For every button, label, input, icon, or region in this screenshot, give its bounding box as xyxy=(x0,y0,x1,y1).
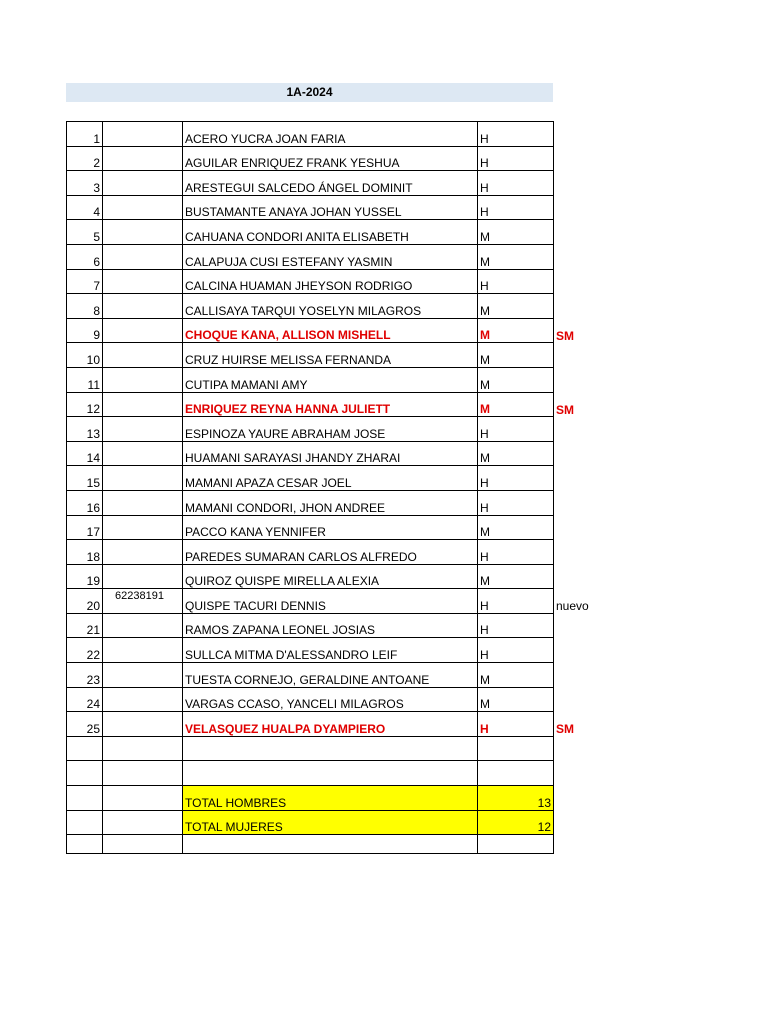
cell-sex[interactable]: M xyxy=(478,318,554,343)
cell-number[interactable]: 7 xyxy=(67,269,103,294)
cell-note[interactable] xyxy=(554,220,634,245)
cell-name[interactable]: AGUILAR ENRIQUEZ FRANK YESHUA xyxy=(183,146,478,171)
cell-sex[interactable]: M xyxy=(478,687,554,712)
student-row xyxy=(67,171,634,196)
cell-number[interactable]: 24 xyxy=(67,687,103,712)
total-women-row xyxy=(67,810,634,835)
cell-code[interactable] xyxy=(103,712,183,737)
cell-number[interactable]: 19 xyxy=(67,564,103,589)
cell-code[interactable] xyxy=(103,466,183,491)
cell-number[interactable] xyxy=(67,761,103,786)
cell-number[interactable]: 12 xyxy=(67,392,103,417)
cell-note[interactable] xyxy=(554,343,634,368)
student-row xyxy=(67,515,634,540)
cell-sex[interactable]: H xyxy=(478,540,554,565)
cell-name[interactable]: MAMANI APAZA CESAR JOEL xyxy=(183,466,478,491)
cell-code[interactable] xyxy=(103,613,183,638)
cell-code[interactable] xyxy=(103,392,183,417)
student-row xyxy=(67,540,634,565)
cell-name[interactable]: VARGAS CCASO, YANCELI MILAGROS xyxy=(183,687,478,712)
cell-name[interactable]: QUIROZ QUISPE MIRELLA ALEXIA xyxy=(183,564,478,589)
student-row xyxy=(67,392,634,417)
student-row xyxy=(67,146,634,171)
cell-sex[interactable] xyxy=(478,736,554,761)
cell-number[interactable] xyxy=(67,810,103,835)
cell-note[interactable]: SM xyxy=(556,402,574,417)
cell-number[interactable]: 4 xyxy=(67,195,103,220)
cell-code[interactable] xyxy=(103,294,183,319)
cell-name[interactable]: QUISPE TACURI DENNIS xyxy=(183,589,478,614)
cell-note[interactable] xyxy=(554,687,634,712)
cell-note[interactable] xyxy=(554,417,634,442)
cell-name[interactable]: RAMOS ZAPANA LEONEL JOSIAS xyxy=(183,613,478,638)
cell-code[interactable] xyxy=(103,318,183,343)
cell-note[interactable] xyxy=(554,171,634,196)
cell-name[interactable]: CUTIPA MAMANI AMY xyxy=(183,367,478,392)
cell-sex[interactable]: M xyxy=(478,367,554,392)
cell-code[interactable] xyxy=(103,146,183,171)
cell-code[interactable] xyxy=(103,441,183,466)
cell-note[interactable] xyxy=(554,564,634,589)
cell-code[interactable] xyxy=(103,736,183,761)
cell-number[interactable]: 22 xyxy=(67,638,103,663)
cell-note[interactable] xyxy=(554,244,634,269)
cell-code[interactable] xyxy=(103,564,183,589)
student-row xyxy=(67,589,634,614)
cell-name[interactable] xyxy=(183,835,478,854)
cell-note[interactable] xyxy=(554,786,634,811)
total-women-value[interactable]: 12 xyxy=(478,810,554,835)
cell-sex[interactable]: H xyxy=(478,638,554,663)
cell-name[interactable]: CHOQUE KANA, ALLISON MISHELL xyxy=(183,318,478,343)
cell-number[interactable]: 16 xyxy=(67,490,103,515)
cell-note[interactable]: nuevo xyxy=(556,599,589,614)
cell-note[interactable]: SM xyxy=(556,328,574,343)
cell-code[interactable] xyxy=(103,663,183,688)
cell-note[interactable] xyxy=(554,294,634,319)
cell-number[interactable]: 17 xyxy=(67,515,103,540)
cell-code[interactable] xyxy=(103,810,183,835)
student-row xyxy=(67,122,634,147)
roster-body xyxy=(67,122,634,737)
cell-code[interactable] xyxy=(103,244,183,269)
cell-code[interactable] xyxy=(103,638,183,663)
student-row xyxy=(67,564,634,589)
student-roster-table xyxy=(66,121,634,854)
cell-number[interactable]: 6 xyxy=(67,244,103,269)
student-row xyxy=(67,687,634,712)
cell-number[interactable]: 10 xyxy=(67,343,103,368)
student-row xyxy=(67,195,634,220)
cell-note[interactable] xyxy=(554,638,634,663)
cell-code[interactable] xyxy=(103,343,183,368)
cell-sex[interactable]: M xyxy=(478,244,554,269)
student-code: 62238191 xyxy=(115,590,164,603)
cell-number[interactable]: 23 xyxy=(67,663,103,688)
cell-sex[interactable]: H xyxy=(478,417,554,442)
cell-note[interactable] xyxy=(554,810,634,835)
roster-footer xyxy=(67,736,634,853)
total-men-value[interactable]: 13 xyxy=(478,786,554,811)
cell-note[interactable] xyxy=(554,515,634,540)
cell-code[interactable] xyxy=(103,171,183,196)
cell-sex[interactable]: M xyxy=(478,515,554,540)
cell-number[interactable]: 8 xyxy=(67,294,103,319)
cell-sex[interactable]: M xyxy=(478,220,554,245)
student-row xyxy=(67,663,634,688)
student-row xyxy=(67,220,634,245)
student-row xyxy=(67,343,634,368)
student-row xyxy=(67,318,634,343)
cell-number[interactable]: 11 xyxy=(67,367,103,392)
cell-sex[interactable]: H xyxy=(478,171,554,196)
cell-number[interactable]: 25 xyxy=(67,712,103,737)
cell-number[interactable] xyxy=(67,786,103,811)
student-row xyxy=(67,712,634,737)
cell-number[interactable]: 14 xyxy=(67,441,103,466)
cell-sex[interactable] xyxy=(478,761,554,786)
empty-row xyxy=(67,761,634,786)
cell-name[interactable]: PAREDES SUMARAN CARLOS ALFREDO xyxy=(183,540,478,565)
cell-code[interactable] xyxy=(103,417,183,442)
cell-code[interactable] xyxy=(103,220,183,245)
total-men-row xyxy=(67,786,634,811)
cell-number[interactable]: 9 xyxy=(67,318,103,343)
cell-sex[interactable]: M xyxy=(478,441,554,466)
cell-note[interactable] xyxy=(554,490,634,515)
cell-sex[interactable]: M xyxy=(478,663,554,688)
student-row xyxy=(67,441,634,466)
student-row xyxy=(67,367,634,392)
cell-note[interactable] xyxy=(554,269,634,294)
cell-sex[interactable]: M xyxy=(478,343,554,368)
cell-name[interactable]: ACERO YUCRA JOAN FARIA xyxy=(183,122,478,147)
sheet-title: 1A-2024 xyxy=(66,83,553,102)
cell-note[interactable] xyxy=(554,466,634,491)
cell-sex[interactable]: H xyxy=(478,613,554,638)
cell-name[interactable]: PACCO KANA YENNIFER xyxy=(183,515,478,540)
cell-note[interactable] xyxy=(554,736,634,761)
cell-note[interactable] xyxy=(554,761,634,786)
cell-sex[interactable]: H xyxy=(478,712,554,737)
cell-sex[interactable]: H xyxy=(478,195,554,220)
cell-number[interactable]: 18 xyxy=(67,540,103,565)
total-women-label[interactable]: TOTAL MUJERES xyxy=(183,810,478,835)
student-row xyxy=(67,613,634,638)
cell-number[interactable]: 13 xyxy=(67,417,103,442)
cell-name[interactable]: SULLCA MITMA D'ALESSANDRO LEIF xyxy=(183,638,478,663)
cell-code[interactable] xyxy=(103,195,183,220)
cell-code[interactable] xyxy=(103,269,183,294)
cell-sex[interactable]: M xyxy=(478,564,554,589)
cell-code[interactable] xyxy=(103,687,183,712)
student-row xyxy=(67,417,634,442)
cell-code[interactable] xyxy=(103,490,183,515)
cell-number[interactable]: 1 xyxy=(67,122,103,147)
cell-name[interactable]: CALLISAYA TARQUI YOSELYN MILAGROS xyxy=(183,294,478,319)
cell-sex[interactable]: H xyxy=(478,122,554,147)
cell-code[interactable] xyxy=(103,515,183,540)
cell-name[interactable]: BUSTAMANTE ANAYA JOHAN YUSSEL xyxy=(183,195,478,220)
cell-sex[interactable]: M xyxy=(478,392,554,417)
cell-number[interactable]: 15 xyxy=(67,466,103,491)
total-men-label[interactable]: TOTAL HOMBRES xyxy=(183,786,478,811)
empty-row xyxy=(67,736,634,761)
cell-note[interactable] xyxy=(554,195,634,220)
cell-sex[interactable]: M xyxy=(478,294,554,319)
cell-sex[interactable]: H xyxy=(478,589,554,614)
cell-note[interactable] xyxy=(554,835,634,854)
cell-sex[interactable] xyxy=(478,835,554,854)
cell-name[interactable]: CALAPUJA CUSI ESTEFANY YASMIN xyxy=(183,244,478,269)
cell-number[interactable]: 20 xyxy=(67,589,103,614)
empty-row xyxy=(67,835,634,854)
cell-note[interactable] xyxy=(554,122,634,147)
cell-note[interactable]: SM xyxy=(556,722,574,737)
cell-name[interactable]: ESPINOZA YAURE ABRAHAM JOSE xyxy=(183,417,478,442)
cell-sex[interactable]: H xyxy=(478,146,554,171)
cell-note[interactable] xyxy=(554,613,634,638)
student-row xyxy=(67,294,634,319)
cell-name[interactable]: CALCINA HUAMAN JHEYSON RODRIGO xyxy=(183,269,478,294)
cell-name[interactable]: ARESTEGUI SALCEDO ÁNGEL DOMINIT xyxy=(183,171,478,196)
cell-note[interactable] xyxy=(554,540,634,565)
cell-name[interactable]: CRUZ HUIRSE MELISSA FERNANDA xyxy=(183,343,478,368)
cell-name[interactable]: CAHUANA CONDORI ANITA ELISABETH xyxy=(183,220,478,245)
student-row xyxy=(67,269,634,294)
cell-code[interactable] xyxy=(103,540,183,565)
cell-number[interactable] xyxy=(67,736,103,761)
cell-sex[interactable]: H xyxy=(478,490,554,515)
cell-sex[interactable]: H xyxy=(478,269,554,294)
cell-code[interactable] xyxy=(103,367,183,392)
cell-note[interactable] xyxy=(554,146,634,171)
student-row xyxy=(67,490,634,515)
student-row xyxy=(67,466,634,491)
cell-name[interactable]: HUAMANI SARAYASI JHANDY ZHARAI xyxy=(183,441,478,466)
cell-name[interactable]: TUESTA CORNEJO, GERALDINE ANTOANE xyxy=(183,663,478,688)
cell-note[interactable] xyxy=(554,663,634,688)
cell-code[interactable] xyxy=(103,835,183,854)
cell-code[interactable] xyxy=(103,786,183,811)
cell-note[interactable] xyxy=(554,441,634,466)
cell-name[interactable]: MAMANI CONDORI, JHON ANDREE xyxy=(183,490,478,515)
cell-note[interactable] xyxy=(554,367,634,392)
student-row xyxy=(67,638,634,663)
cell-number[interactable]: 21 xyxy=(67,613,103,638)
cell-number[interactable]: 5 xyxy=(67,220,103,245)
cell-name[interactable]: ENRIQUEZ REYNA HANNA JULIETT xyxy=(183,392,478,417)
student-row xyxy=(67,244,634,269)
cell-code[interactable] xyxy=(103,122,183,147)
cell-name[interactable] xyxy=(183,736,478,761)
cell-number[interactable] xyxy=(67,835,103,854)
cell-code[interactable] xyxy=(103,589,183,614)
cell-number[interactable]: 3 xyxy=(67,171,103,196)
cell-code[interactable] xyxy=(103,761,183,786)
cell-name[interactable] xyxy=(183,761,478,786)
cell-number[interactable]: 2 xyxy=(67,146,103,171)
cell-name[interactable]: VELASQUEZ HUALPA DYAMPIERO xyxy=(183,712,478,737)
cell-sex[interactable]: H xyxy=(478,466,554,491)
